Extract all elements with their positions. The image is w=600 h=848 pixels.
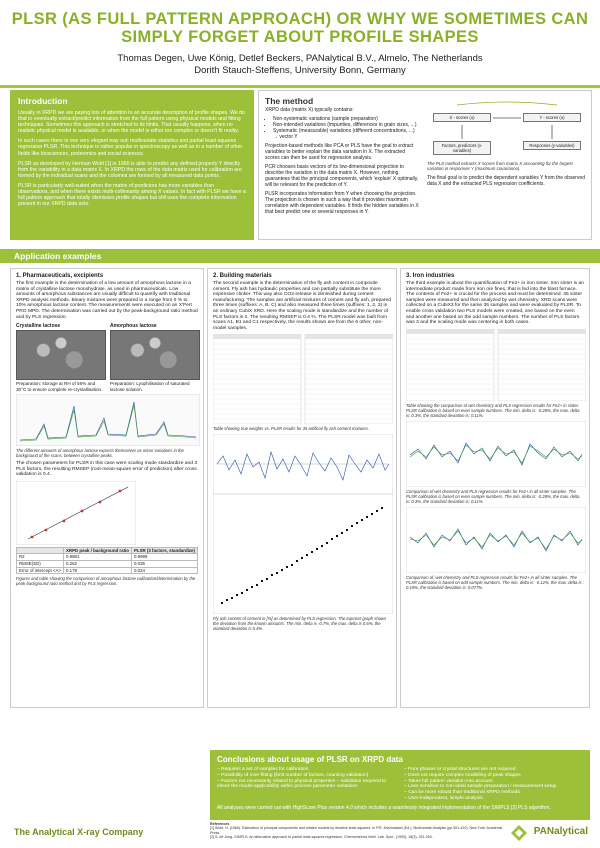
data-point [371, 513, 373, 515]
method-caption: The PLS method extracts X scores from matrix X accounting for the largest variation in responses Y (maximum covariance). [427, 161, 573, 172]
data-point [356, 522, 358, 524]
iron-caption-3: Comparison of, wet chemistry and PLS regression results for Fe2+ in all sinter samples. The PLSR calibration is based on odd sample numbers. The min. delta is: -0.12%, the max. delta is : 0.19%, the standard deviation is: 0.077%. [406, 574, 584, 590]
amorphous-lactose [110, 323, 200, 392]
table-cell: 0.9981 [64, 554, 132, 561]
data-point [291, 564, 293, 566]
method-paragraph-4: The final goal is to predict the dependent variables Y from the observed data X and the extracted PLS regression coefficients. [427, 175, 585, 188]
diagram-factors: Factors, predictors (x-variables) [433, 141, 491, 155]
data-point [326, 542, 328, 544]
table-header: XRPD peak / background ratio [64, 547, 132, 554]
table-cell: R2 [17, 554, 64, 561]
method-section [258, 90, 592, 240]
diagram-responses: Responses (y-variables) [523, 141, 581, 150]
data-point [341, 532, 343, 534]
pharma-title: 1. Pharmaceuticals, excipients [16, 273, 104, 279]
pharma-caption-1: The different amounts of amorphous lactose express themselves as minor variations in the background of the scans, between crystalline peaks. [16, 447, 184, 458]
method-title: The method [265, 96, 314, 106]
building-materials-panel [207, 268, 397, 708]
data-point [381, 507, 383, 509]
method-bullet: • Systematic (measurable) variations (different concentrations, ...) → vector Y [273, 128, 421, 140]
data-point [81, 509, 84, 512]
iron-title: 3. Iron industries [406, 273, 455, 279]
data-point [286, 566, 288, 568]
method-bullet: • Non-systematic variations (sample preparation) [273, 116, 421, 122]
crystalline-lactose [16, 323, 106, 392]
crystalline-lactose-image [16, 330, 106, 380]
data-point [266, 578, 268, 580]
introduction-title: Introduction [18, 96, 68, 106]
data-point [336, 535, 338, 537]
data-point [241, 592, 243, 594]
photo-note: Preparation: storage at RH of 56% and 30°C to ensure complete re-crystallisation. [16, 381, 103, 392]
table-header: PLSR (3 factors, standardize) [131, 547, 197, 554]
table-cell: RMSE(SD) [17, 560, 64, 567]
lactose-photos [16, 323, 198, 392]
data-point [316, 548, 318, 550]
iron-caption-1: Table showing the comparison of wet chemistry and PLS regression results for Fe2+ in sinter. PLSR calibration is based on even sample numbers. The min. delta is: -0.28%, the max. delta is: 0.3%, the standard deviation is: 0.11%. [406, 402, 580, 418]
method-paragraph-1: Projection-based methods like PCA or PLS have the goal to extract variables to better explain the data variation in X. The extracted scores can then be used for regression analysis. [265, 143, 414, 161]
data-point [99, 500, 102, 503]
table-cell: 0.035 [131, 560, 197, 567]
pharma-text: The first example is the determination of a low amount of amorphous lactose in a matrix of crystalline lactose monohydrate, as used in pharmaceuticals. Low amounts of amorphous substances are usually difficult to quantify with traditional XRPD analysis methods. Binary mixtures were prepared in a range from 0 % to 10% amorphous lactose content. The measurements were executed on an X'Pert PRO MPD. The determination was carried out by the peak-background ratio method and by PLS regression. [16, 281, 198, 320]
sinter-even-chart [406, 421, 586, 487]
method-bullet: • Non-intended variations (impurities, differences in grain sizes, ...) [273, 122, 421, 128]
amorphous-lactose-image [110, 330, 200, 380]
conclusion-plus-item: – Less sensitive to non-ideal sample preparation / measurement setup [404, 784, 583, 790]
data-point [251, 586, 253, 588]
references-title: References [210, 822, 230, 826]
building-caption-2: Fly ash content of cement in [%] as determined by PLS regression. The topmost graph shows the deviation from the known amounts. The min. delta is -0.7%, the max. delta is 0.6%, the standard deviation is 0.4%. [213, 616, 387, 632]
iron-industries-panel [400, 268, 590, 708]
data-point [246, 589, 248, 591]
data-point [366, 516, 368, 518]
data-point [63, 519, 66, 522]
references [210, 822, 510, 844]
authors-line-2: Dorith Stauch-Steffens, University Bonn, Germany [194, 64, 406, 76]
data-point [301, 557, 303, 559]
conclusion-plus-item: – Takes full pattern variation into account [404, 779, 583, 785]
data-point [261, 580, 263, 582]
method-bullets [265, 116, 421, 140]
data-point [119, 489, 122, 492]
data-point [346, 529, 348, 531]
table-cell: 0.9999 [131, 554, 197, 561]
reference-item: [1] Wold, H. (1966). Estimation of principal components and related models by iterative least squares. In P.R. Krishnaiaah (Ed.), Multivariate Analysis (pp.391-420). New York: Academic Press. [210, 826, 503, 835]
data-point [236, 594, 238, 596]
poster-title: PLSR (AS FULL PATTERN APPROACH) OR WHY WE SOMETIMES CAN SIMPLY FORGET ABOUT PROFILE SHAPES [11, 10, 589, 46]
data-point [351, 525, 353, 527]
data-point [306, 554, 308, 556]
photo-note: Preparation: Lyophilisation of saturated lactose solution. [110, 381, 190, 392]
table-row [17, 554, 198, 561]
pharma-results-table [16, 547, 198, 574]
method-paragraph-2: PCR chooses basis vectors of its low-dimensional projection to describe the variation in the data matrix X. However, nothing guarantees that the principal components, which 'explain' X optimally, will be relevant for the prediction of Y. [265, 164, 419, 188]
data-point [376, 510, 378, 512]
footer [0, 820, 600, 848]
diagram-arrow [457, 102, 557, 105]
method-paragraph-3: PLSR incorporates information from Y when choosing the projection. The projection is chosen in such a way that it provides maximum correlation with dependent variables. It finds the hidden variables in X that best predict one or several responses in Y. [265, 191, 419, 215]
pls-diagram [427, 101, 585, 159]
table-cell: Error of intercept <A> [17, 567, 64, 574]
pharma-caption-2: Figures and table showing the comparison of amorphous lactose calibration/determination by the peak-background ratio method and by PLS regression. [16, 576, 196, 587]
conclusion-plus-item: – Does not require complex modelling of peak shapes [404, 773, 583, 779]
flyash-table-graphic [213, 334, 393, 424]
data-point [256, 584, 258, 586]
panalytical-logo-icon [510, 824, 528, 842]
introduction-section [10, 90, 254, 240]
data-point [281, 569, 283, 571]
table-row [17, 567, 198, 574]
reference-item: [2] S. de Jong, SIMPLS: An alternative approach to partial least squares regression, Chemometrics Intell. Lab. Syst., (1993), 18(3), 251-263. [210, 835, 433, 840]
table-cell: 0.024 [131, 567, 197, 574]
data-point [331, 538, 333, 540]
data-point [321, 545, 323, 547]
data-point [45, 528, 48, 531]
diagram-arrows [427, 101, 585, 159]
brand-name: PANalytical [533, 826, 588, 837]
lactose-scans-chart [16, 394, 200, 446]
building-title: 2. Building materials [213, 273, 272, 279]
pharma-text-2: The chosen parameters for PLSR in this case were scaling mode standardize and 3 PLS factors, the resulting RMSEP (root-mean-square error of prediction) after cross validation is 0.4. [16, 460, 198, 478]
intro-paragraph-1: Usually in XRPD we are paying lots of attention to an accurate description of profile shapes. We do that to eventually extract/predict information from the full pattern using physical models and fitting techniques. Sometimes this approach is stretched to its limits. That usually happens, when no realistic physical model is available, or when the model is either too complex or doesn't fit reality. [18, 110, 245, 135]
intro-paragraph-4: PLSR is particularly well-suited when the matrix of predictors has more variables than observations, and when there exists multi-collinearity among X values. In fact with PLSR we have a full pattern approach that totally dismisses profile shapes but still uses the complete information present in our XRPD data sets. [18, 182, 246, 208]
photo-label: Amorphous lactose [110, 323, 157, 330]
calibration-chart-1 [16, 481, 136, 545]
photo-label: Crystalline lactose [16, 323, 61, 330]
company-tagline: The Analytical X-ray Company [14, 827, 144, 837]
diagram-x-scores: X - scores (u) [433, 113, 491, 122]
data-point [231, 597, 233, 599]
authors [10, 53, 590, 76]
data-point [361, 519, 363, 521]
sinter-odd-chart [406, 507, 586, 573]
building-text: The second example is the determination of the fly ash content in composite cement. Fly ash has hydraulic properties and can partially substitute the more expensive clinker. This way also CO2-release is diminished during cement manufacturing. The samples are artificial mixtures of cement and fly ash, prepared three times (suffixes: A, B, C) and also measured three times (suffixes: 1, 2, 3) in an ordinary CubiX XRD. Here the scaling mode is standardize and the number of PLS factors is 2. The resulting RMSEP is 0.4 %. The PLSR model was built from scans A1, B1 and C1 respectively, the results shown are from the 6 other, non-model samples. [213, 281, 391, 331]
conclusions-section [210, 750, 590, 820]
intro-paragraph-2: In such cases there is one very elegant way out: multivariate statistics and partial least-squares regression PLSR. This technique is rather popular in spectroscopy as well as in a number of other fields like biosciences, proteomics and social sciences. [18, 138, 243, 157]
method-column-2 [427, 99, 587, 190]
conclusions-columns [217, 767, 583, 802]
method-column-1 [265, 107, 421, 218]
sinter-table-graphic [406, 329, 586, 401]
conclusions-footer: All analyses were carried out with HighScore Plus version 4.0 which includes a seamlessly integrated implementation of the SIMPLS [2] PLS algorithm. [217, 804, 551, 811]
data-point [311, 551, 313, 553]
flyash-deviation-chart [213, 434, 393, 494]
method-intro: XRPD data (matrix X) typically contains: [265, 107, 354, 113]
data-point [221, 602, 223, 604]
conclusion-minus-item: – Possibility of over-fitting (limit number of factors, counting validation) [217, 773, 396, 779]
iron-text: The third example is about the quantification of Fe2+ in iron sinter. Iron sinter is an intermediate product made from iron ore fines, that is fed into the blast furnace. The contents of Fe2+ is crucial for the process and must be determined. 35 sinter samples were measured and then analyzed by wet chemistry. XRD scans were collected on a CubiX3 for the same 35 samples and were evaluated by PLSR. To enable cross validation two PLS models were created, one based on the even and another one based on the odd sample numbers. The number of PLS factors was 3 and the scaling mode was centering in both cases. [406, 281, 584, 326]
table-row [17, 560, 198, 567]
table-cell: 0.262 [64, 560, 132, 567]
conclusion-plus-item: – Pure phases or crystal structures are not required [404, 767, 583, 773]
data-point [276, 572, 278, 574]
conclusions-minus-list [217, 767, 396, 802]
pharmaceuticals-panel [10, 268, 204, 708]
diagram-y-scores: Y - scores (u) [523, 113, 581, 122]
conclusion-minus-item: – Factors not necessarily related to physical properties – validation required to check the model applicability within process parameter variations [217, 779, 396, 791]
header [0, 0, 600, 88]
conclusions-title: Conclusions about usage of PLSR on XRPD data [217, 755, 403, 764]
table-header [17, 547, 64, 554]
table-cell: 0.178 [64, 567, 132, 574]
conclusion-plus-item: – User-independent, simple analysis [404, 796, 583, 802]
iron-caption-2: Comparison of wet chemistry and PLS regression results for Fe2+ in all sinter samples. The PLSR calibration is based on even sample numbers. The min. delta is: -0.28%, the max. delta is: 0.3%, the standard deviation is: 0.11%. [406, 488, 580, 504]
data-point [296, 560, 298, 562]
intro-paragraph-3: PLSR as developed by Herman Wold [1] in 1960 is able to predict any defined property Y directly from the variability in a data matrix X. In XRPD the rows of the data matrix used for calibration are formed by the individual scans and the columns are formed by all measured data points. [18, 160, 242, 179]
conclusions-plus-list [404, 767, 583, 802]
data-point [31, 535, 34, 538]
authors-line-1: Thomas Degen, Uwe König, Detlef Beckers, PANalytical B.V., Almelo, The Netherlands [117, 53, 483, 64]
building-caption-1: Table showing true weights vs. PLSR results for 35 artificial fly ash cement mixtures. [213, 426, 370, 432]
conclusion-minus-item: – Requires a set of samples for calibration [217, 767, 396, 773]
data-point [226, 599, 228, 601]
conclusion-plus-item: – Can be more robust than traditional XRPD methods [404, 790, 583, 796]
flyash-content-chart [213, 494, 393, 614]
data-point [271, 574, 273, 576]
application-title: Application examples [14, 251, 102, 261]
application-band [0, 249, 600, 263]
